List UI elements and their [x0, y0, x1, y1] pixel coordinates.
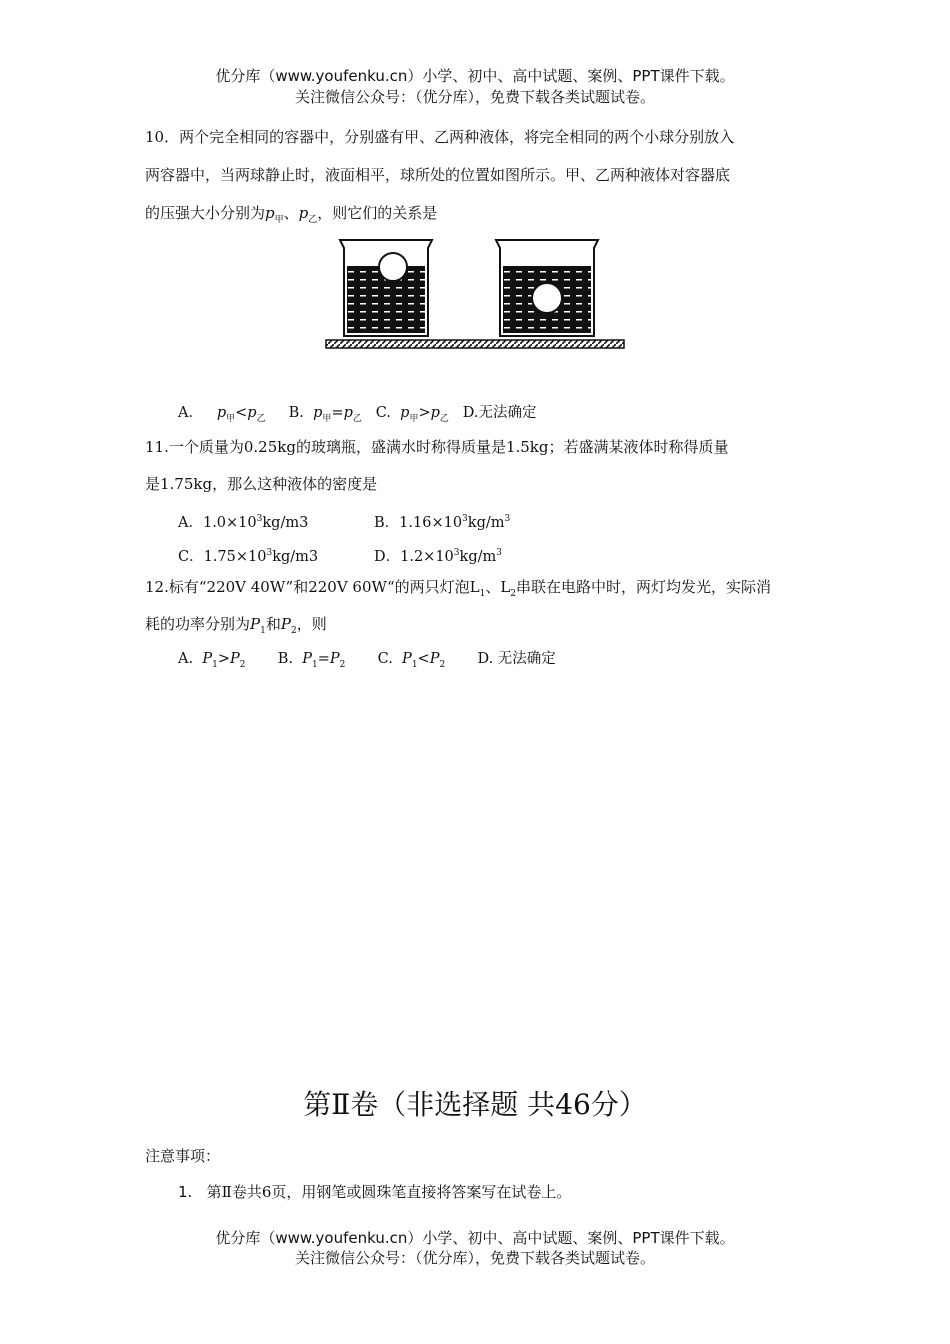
q11-option-d: D．$1.2\times 10^3kg/m^3$: [374, 548, 502, 565]
q12-line-2: 耗的功率分别为$P_1$和$P_2$，则: [145, 615, 327, 636]
notice-heading: 注意事项：: [145, 1147, 221, 1165]
q10-line-2: 两容器中，当两球静止时，液面相平，球所处的位置如图所示。甲、乙两种液体对容器底: [145, 166, 731, 184]
header-line-2: 关注微信公众号：（优分库），免费下载各类试题试卷。: [294, 88, 655, 106]
ground: [326, 340, 624, 348]
beaker-right: [496, 240, 598, 336]
beaker-left: [340, 240, 432, 336]
q10-line-1: 10．两个完全相同的容器中，分别盛有甲、乙两种液体，将完全相同的两个小球分别放入: [145, 128, 735, 146]
header-line-1: 优分库（www.youfenku.cn）小学、初中、高中试题、案例、PPT课件下载。: [215, 67, 735, 85]
beakers-figure: [322, 236, 628, 352]
ball-left: [379, 253, 407, 281]
footer-line-2: 关注微信公众号：（优分库），免费下载各类试题试卷。: [294, 1249, 655, 1267]
section-2-title: 第Ⅱ卷（非选择题 共46分）: [303, 1088, 647, 1121]
footer-line-1: 优分库（www.youfenku.cn）小学、初中、高中试题、案例、PPT课件下载。: [215, 1229, 735, 1247]
q11-line-2: 是1.75kg，那么这种液体的密度是: [145, 475, 378, 493]
ball-right: [532, 283, 562, 313]
q12-line-1: 12.标有“220V 40W”和220V 60W“的两只灯泡$L_1$、$L_2$串联在电路中时，两灯均发光，实际消: [145, 578, 772, 599]
notice-item-1: 1. 第Ⅱ卷共6页，用钢笔或圆珠笔直接将答案写在试卷上。: [178, 1183, 572, 1201]
q11-line-1: 11.一个质量为0.25kg的玻璃瓶，盛满水时称得质量是1.5kg；若盛满某液体时称得质量: [145, 438, 729, 456]
q12-options: A. $P_1>P_2$ B. $P_1=P_2$ C. $P_1<P_2$ D. 无法确定: [178, 651, 556, 670]
q11-option-b: B．$1.16\times 10^3kg/m^3$: [374, 514, 511, 531]
q11-option-a: A．$1.0\times 10^3kg/m3$: [178, 514, 309, 531]
q11-option-c: C．$1.75\times 10^3kg/m3$: [178, 548, 319, 565]
q10-line-3: 的压强大小分别为$p_甲$、$p_乙$，则它们的关系是: [145, 204, 438, 225]
q10-options: A． $p_甲<p_乙$ B. $p_甲=p_乙$ C. $p_甲>p_乙$ D.无法确定: [178, 405, 537, 424]
